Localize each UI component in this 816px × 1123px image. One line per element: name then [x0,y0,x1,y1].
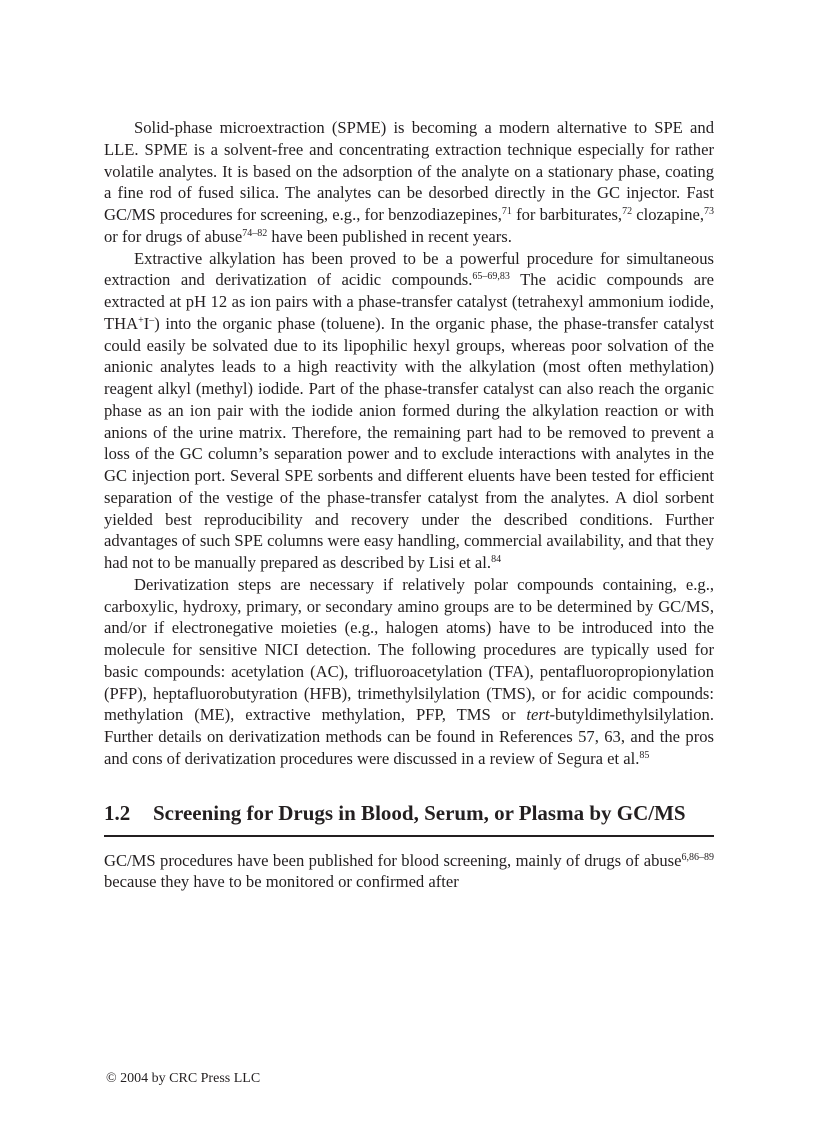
section-title: Screening for Drugs in Blood, Serum, or Plasma by GC/MS [153,800,686,825]
reference-superscript: + [138,314,144,326]
copyright-footer: © 2004 by CRC Press LLC [106,1071,261,1086]
body-text [104,117,714,770]
reference-superscript: 85 [639,749,650,761]
reference-superscript: 74–82 [242,227,268,239]
reference-superscript: – [149,314,155,326]
paragraph-extractive-alkylation: Extractive alkylation has been proved to be a powerful procedure for simultaneous extraction and derivatization of acidic compounds.$^{65-69,83}$ The acidic compounds are extracted at pH 12 as ion pairs with a phase-transfer catalyst (tetrahexyl ammonium iodide, THA+I–) into the organic phase (toluene). In the organic phase, the phase-transfer catalyst could easily be solvated due to its lipophilic hexyl groups, whereas poor solvation of the anionic analytes leads to a high reactivity with the alkylation (most often methylation) reagent alkyl (methyl) iodide. Part of the phase-transfer catalyst can also reach the organic phase as an ion pair with the iodide anion formed during the alkylation reaction or with anions of the urine matrix. Therefore, the remaining part had to be removed to prevent a loss of the GC column’s separation power and to exclude interactions with analytes in the GC injection port. Several SPE sorbents and different eluents have been tested for efficient separation of the vestige of the phase-transfer catalyst from the analytes. A diol sorbent yielded best reproducibility and recovery under the described conditions. Further advantages of such SPE columns were easy handling, commercial availability, and that they had not to be manually prepared as described by Lisi et al.$^{84}$ [104,248,714,572]
paragraph-derivatization: Derivatization steps are necessary if relatively polar compounds containing, e.g., carboxylic, hydroxy, primary, or secondary amino groups are to be determined by GC/MS, and/or if electronegative moieties (e.g., halogen atoms) have to be introduced into the molecule for sensitive NICI detection. The following procedures are typically used for basic compounds: acetylation (AC), trifluoroacetylation (TFA), pentafluoropropionylation (PFP), heptafluorobutyration (HFB), trimethylsilylation (TMS), or for acidic compounds: methylation (ME), extractive methylation, PFP, TMS or tert-butyldimethylsilylation. Further details on derivatization methods can be found in References 57, 63, and the pros and cons of derivatization procedures were discussed in a review of Segura et al.$^{85}$ [104,574,714,768]
reference-superscript: 72 [622,206,633,217]
reference-superscript: 84 [491,554,502,565]
document-page [104,117,714,893]
section-divider [104,835,714,837]
section-body-text [104,850,714,894]
paragraph-spme: Solid-phase microextraction (SPME) is becoming a modern alternative to SPE and LLE. SPME is a solvent-free and concentrating extraction technique especially for rather volatile analytes. It is based on the adsorption of the analyte on a stationary phase, coating a fine rod of fused silica. The analytes can be desorbed directly in the GC injector. Fast GC/MS procedures for screening, e.g., for benzodiazepines,$^{71}$ for barbiturates,$^{72}$ clozapine,$^{73}$ or for drugs of abuse$^{74-82}$ have been published in recent years. [104,118,714,246]
reference-superscript: 6,86–89 [681,851,714,863]
reference-superscript: 71 [501,206,512,217]
section-number: 1.2 [104,800,131,825]
section-heading [104,801,714,825]
paragraph-blood-screening: GC/MS procedures have been published for blood screening, mainly of drugs of abuse$^{6,86-89}$ because they have to be monitored or confirmed after [104,850,714,892]
reference-superscript: 65–69,83 [472,271,510,283]
reference-superscript: 73 [704,206,714,217]
italic-term: tert [526,705,550,725]
